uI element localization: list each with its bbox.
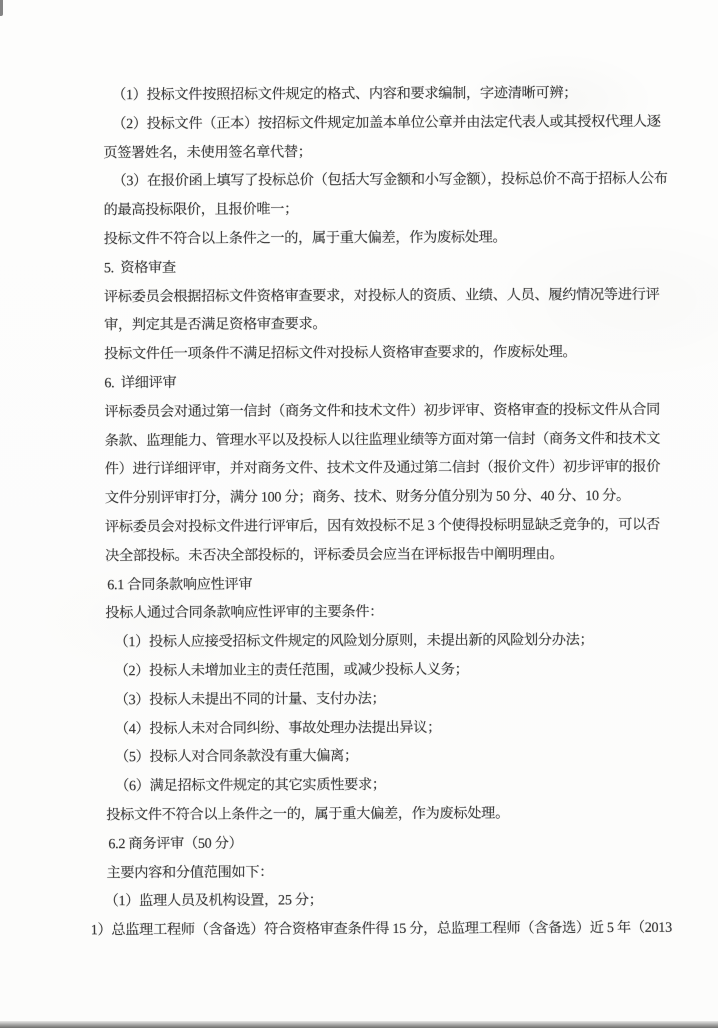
doc-line: 投标人通过合同条款响应性评审的主要条件： [105,604,384,622]
doc-line: 审，判定其是否满足资格审查要求。 [104,316,327,334]
doc-line: 文件分别评审打分，满分 100 分；商务、技术、财务分值分别为 50 分、40 分、10 分。 [104,488,630,507]
doc-line: 6. 详细评审 [104,374,177,392]
doc-line: 页签署姓名，未使用签名章代替； [103,143,312,161]
doc-line: （1）投标人应接受招标文件规定的风险划分原则，未提出新的风险划分办法； [114,632,594,651]
doc-line: 6.2 商务评审（50 分） [108,835,243,852]
doc-line: 条款、监理能力、管理水平以及投标人以往监理业绩等方面对第一信封（商务文件和技术文 [104,430,661,449]
doc-line: 5. 资格审查 [103,259,176,277]
doc-line: 1）总监理工程师（含备选）符合资格审查条件得 15 分，总监理工程师（含备选）近 5 年（2013 [90,919,672,939]
doc-line: （5）投标人对合同条款没有重大偏离； [114,748,358,766]
scan-corner-artifact [0,0,3,16]
document-body [90,79,672,945]
doc-line: （2）投标人未增加业主的责任范围，或减少投标人义务； [114,661,469,680]
doc-line: 投标文件任一项条件不满足招标文件对投标人资格审查要求的，作废标处理。 [104,344,577,363]
doc-line: 件）进行详细评审，并对商务文件、技术文件及通过第二信封（报价文件）初步评审的报价 [104,459,661,478]
scan-bottom-edge [0,1021,718,1028]
doc-line: 主要内容和分值范围如下： [106,864,274,881]
doc-line: 6.1 合同条款响应性评审 [107,576,253,593]
doc-line: 的最高投标限价，且报价唯一； [103,201,299,219]
doc-line: 投标文件不符合以上条件之一的，属于重大偏差，作为废标处理。 [103,229,507,248]
doc-line: 评标委员会根据招标文件资格审查要求，对投标人的资质、业绩、人员、履约情况等进行评 [103,286,660,305]
doc-line: （3）在报价函上填写了投标总价（包括大写金额和小写金额），投标总价不高于招标人公布 [112,171,668,190]
doc-line: （4）投标人未对合同纠纷、事故处理办法提出异议； [114,719,442,737]
doc-line: 投标文件不符合以上条件之一的，属于重大偏差，作为废标处理。 [106,805,509,824]
doc-line: 决全部投标。未否决全部投标的，评标委员会应当在评标报告中阐明理由。 [105,545,564,564]
doc-line: （1）监理人员及机构设置，25 分； [104,892,323,910]
doc-line: 评标委员会对投标文件进行评审后，因有效投标不足 3 个使得投标明显缺乏竞争的，可以否 [104,516,660,536]
doc-line: （1）投标文件按照招标文件规定的格式、内容和要求编制，字迹清晰可辨； [112,85,578,104]
doc-line: （6）满足招标文件规定的其它实质性要求； [115,777,386,795]
doc-line: （3）投标人未提出不同的计量、支付办法； [114,690,386,708]
doc-line: （2）投标文件（正本）按招标文件规定加盖本单位公章并由法定代表人或其授权代理人逐 [112,113,661,132]
doc-line: 评标委员会对通过第一信封（商务文件和技术文件）初步评审、资格审查的投标文件从合同 [104,401,660,420]
